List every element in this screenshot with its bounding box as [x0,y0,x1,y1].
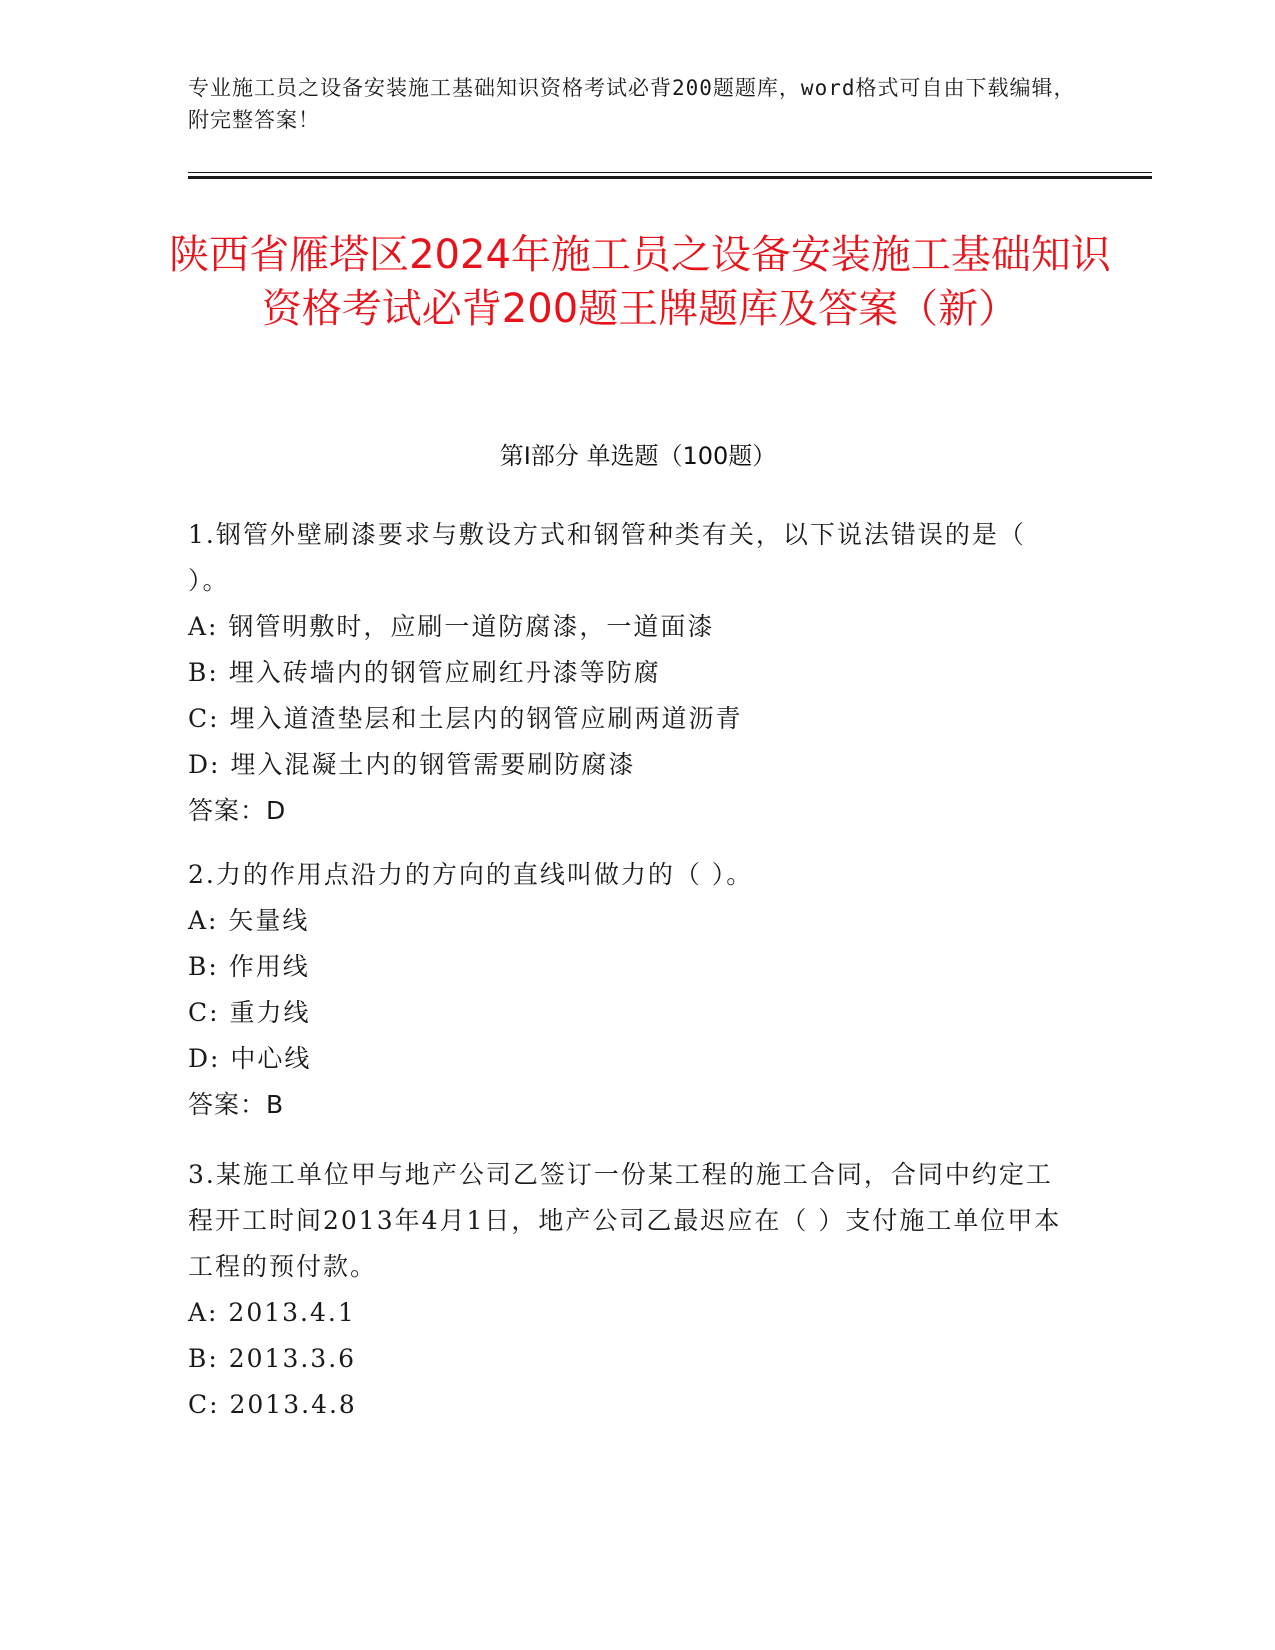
option-b: B: 埋入砖墙内的钢管应刷红丹漆等防腐 [188,658,661,687]
document-title: 陕西省雁塔区2024年施工员之设备安装施工基础知识资格考试必背200题王牌题库及答案（新） [169,232,1111,332]
header-divider-thick [188,176,1152,179]
option-b: B: 作用线 [188,952,310,981]
question-1 [188,512,1068,834]
option-a: A: 2013.4.1 [188,1298,356,1327]
option-b: B: 2013.3.6 [188,1344,357,1373]
answer: 答案：D [188,796,287,825]
option-a: A: 钢管明敷时，应刷一道防腐漆，一道面漆 [188,612,715,641]
question-3 [188,1152,1068,1428]
header-divider-thin [188,172,1152,173]
option-c: C: 2013.4.8 [188,1390,357,1419]
option-d: D: 埋入混凝土内的钢管需要刷防腐漆 [188,750,636,779]
question-stem: 3.某施工单位甲与地产公司乙签订一份某工程的施工合同，合同中约定工程开工时间2013年4月1日，地产公司乙最迟应在（ ）支付施工单位甲本工程的预付款。 [188,1160,1062,1281]
option-c: C: 重力线 [188,998,311,1027]
option-c: C: 埋入道渣垫层和土层内的钢管应刷两道沥青 [188,704,743,733]
question-stem: 2.力的作用点沿力的方向的直线叫做力的（ ）。 [188,860,754,889]
header-note: 专业施工员之设备安装施工基础知识资格考试必背200题题库，word格式可自由下载编辑，附完整答案！ [188,76,1076,132]
question-2 [188,852,1068,1128]
question-stem: 1.钢管外壁刷漆要求与敷设方式和钢管种类有关，以下说法错误的是（ ）。 [188,520,1026,595]
section-title: 第I部分 单选题（100题） [499,442,777,470]
option-d: D: 中心线 [188,1044,312,1073]
option-a: A: 矢量线 [188,906,310,935]
answer: 答案：B [188,1090,285,1119]
